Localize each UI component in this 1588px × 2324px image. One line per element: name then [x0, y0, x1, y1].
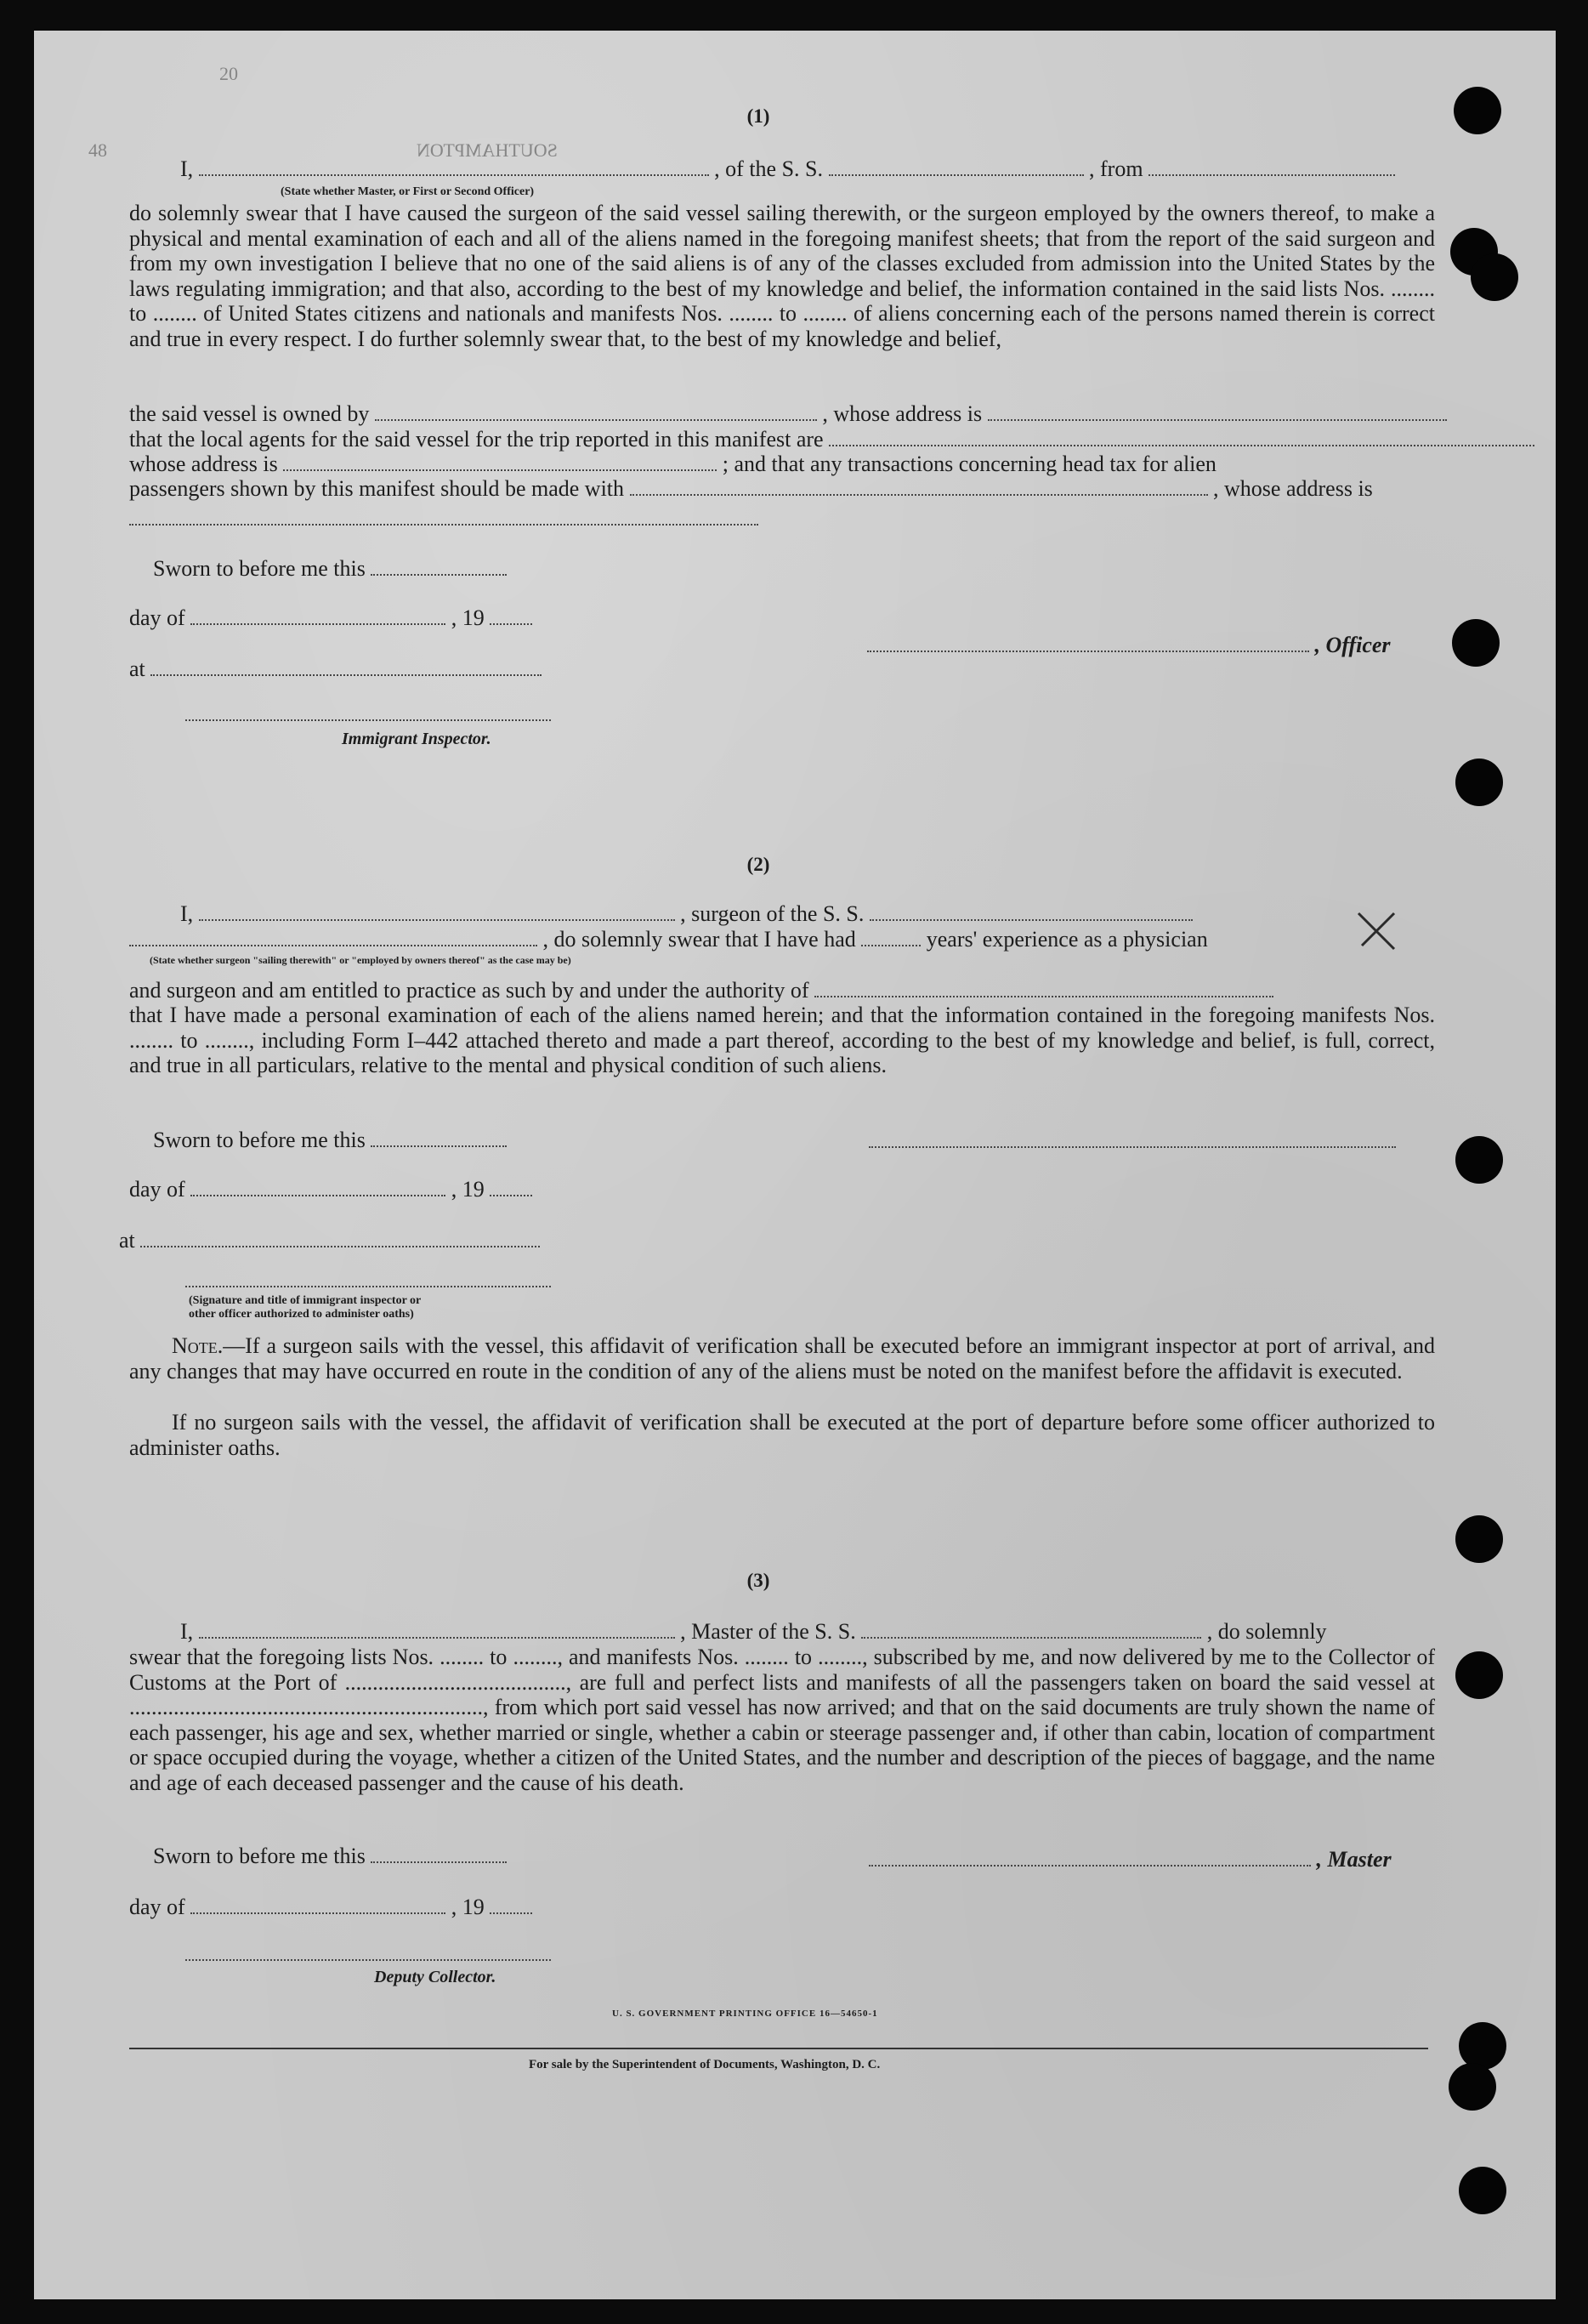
experience-line — [129, 927, 1208, 952]
sworn-label: Sworn to before me this — [153, 1128, 366, 1152]
section-2-opening-line — [180, 901, 1193, 927]
deputy-collector-label: Deputy Collector. — [374, 1968, 496, 1986]
punch-hole — [1455, 1515, 1503, 1563]
punch-hole — [1449, 2063, 1496, 2111]
agents-address-field[interactable] — [283, 452, 717, 471]
surgeon-type-caption: (State whether surgeon "sailing therewith" or "employed by owners thereof" as the case may be) — [150, 954, 571, 966]
manifest-verification-sheet — [34, 31, 1556, 2299]
bleed-through-number: 48 — [88, 139, 107, 161]
owner-field[interactable] — [375, 402, 817, 421]
authority-line — [129, 978, 1273, 1003]
authority-label: and surgeon and am entitled to practice as such by and under the authority of — [129, 978, 809, 1003]
contact-address-field[interactable] — [129, 524, 758, 526]
officer-signature-field[interactable] — [867, 634, 1309, 652]
master-signature-line — [869, 1847, 1392, 1872]
surgeon-signature-field[interactable] — [869, 1146, 1396, 1148]
surgeon-vessel-field[interactable] — [870, 902, 1193, 921]
head-tax-contact-field[interactable] — [630, 477, 1208, 496]
at-label: at — [129, 656, 145, 681]
punch-hole — [1471, 253, 1518, 301]
passengers-line — [129, 476, 1373, 502]
agents-label: that the local agents for the said vessel for the trip reported in this manifest are — [129, 427, 824, 452]
immigrant-inspector-label: Immigrant Inspector. — [342, 730, 491, 748]
punch-hole — [1454, 87, 1501, 134]
at-line-1 — [129, 656, 542, 682]
owned-by-line — [129, 401, 1447, 427]
vessel-name-field[interactable] — [829, 157, 1084, 176]
place-field[interactable] — [140, 1229, 540, 1247]
punch-hole — [1459, 2022, 1506, 2070]
sworn-date-field[interactable] — [371, 1844, 507, 1863]
agents-address-line — [129, 452, 1217, 477]
printing-office-imprint: U. S. GOVERNMENT PRINTING OFFICE 16—54650-1 — [612, 2009, 878, 2019]
master-label: , Master — [1316, 1847, 1392, 1872]
footer-rule — [129, 2048, 1428, 2049]
sworn-label: Sworn to before me this — [153, 556, 366, 581]
signature-caption-1: (Signature and title of immigrant inspector or — [189, 1294, 422, 1307]
month-field[interactable] — [190, 606, 445, 625]
swear-label: , do solemnly swear that I have had — [542, 927, 856, 952]
pen-mark-icon — [1352, 906, 1403, 957]
section-3-opening-line — [180, 1619, 1327, 1645]
year-label: , 19 — [451, 1895, 485, 1919]
rank-caption: (State whether Master, or First or Second Officer) — [281, 185, 535, 198]
head-tax-text: ; and that any transactions concerning head tax for alien — [722, 452, 1217, 476]
master-of-label: , Master of the S. S. — [680, 1619, 856, 1644]
punch-hole — [1452, 619, 1500, 667]
surgeon-type-field[interactable] — [129, 928, 537, 946]
master-name-field[interactable] — [199, 1620, 675, 1639]
day-of-label: day of — [129, 1177, 185, 1202]
year-label: , 19 — [451, 1177, 485, 1202]
section-1-opening-line — [180, 156, 1395, 182]
note-paragraph-2 — [129, 1410, 1435, 1460]
punch-hole — [1455, 1136, 1503, 1184]
section-3-oath-text: swear that the foregoing lists Nos. ........ to ........, and manifests Nos. ........ to ........, subscribed by me, and now delivered by me to the Collector of Customs at the Port of ........................................, are full and perfect lists and manifests of all the passengers taken on board the said vessel at ................................................................, from which port said vessel has now arrived; and that on the said documents are truly shown the name of each passenger, his age and sex, whether married or single, whether a cabin or steerage passenger and, if other than cabin, location of compartment or space occupied during the voyage, whether a citizen of the United States, and the number and description of the pieces of baggage, and the name and age of each deceased passenger and the cause of his death. — [129, 1645, 1435, 1795]
agents-line — [129, 427, 1534, 452]
day-of-label: day of — [129, 605, 185, 630]
agents-address-label: whose address is — [129, 452, 278, 476]
departure-port-field[interactable] — [1148, 157, 1395, 176]
officer-signature-line — [867, 633, 1391, 658]
opening-i: I, — [180, 156, 194, 181]
bleed-through-text: SOUTHAMPTON — [417, 139, 558, 161]
punch-hole — [1455, 759, 1503, 806]
contact-address-label: , whose address is — [1213, 476, 1373, 501]
sworn-line-2 — [153, 1128, 507, 1153]
day-of-label: day of — [129, 1895, 185, 1919]
place-field[interactable] — [150, 657, 542, 676]
inspector-signature-field[interactable] — [185, 719, 551, 721]
year-field[interactable] — [490, 606, 532, 625]
section-3-number: (3) — [746, 1570, 770, 1591]
day-of-line-2 — [129, 1177, 532, 1202]
sworn-date-field[interactable] — [371, 1128, 507, 1147]
of-ss-label: , of the S. S. — [714, 156, 824, 181]
master-signature-field[interactable] — [869, 1848, 1311, 1867]
officer-signature-field[interactable] — [185, 1286, 551, 1287]
sworn-line-1 — [153, 556, 507, 582]
sworn-date-field[interactable] — [371, 557, 507, 576]
year-field[interactable] — [490, 1895, 532, 1914]
years-label: years' experience as a physician — [926, 927, 1208, 952]
punch-hole — [1459, 2167, 1506, 2214]
master-vessel-field[interactable] — [861, 1620, 1201, 1639]
day-of-line-1 — [129, 605, 532, 631]
surgeon-name-field[interactable] — [199, 902, 675, 921]
sworn-label: Sworn to before me this — [153, 1844, 366, 1868]
section-2-oath-text: that I have made a personal examination of each of the aliens named herein; and that the information contained in the foregoing manifests Nos. ........ to ........, including Form I–442 attached thereto and made a part thereof, according to the best of my knowledge and belief, is full, correct, and true in all particulars, relative to the mental and physical condition of such aliens. — [129, 1003, 1435, 1077]
from-label: , from — [1089, 156, 1143, 181]
years-field[interactable] — [861, 928, 921, 946]
note-text-1: —If a surgeon sails with the vessel, this affidavit of verification shall be executed before an immigrant inspector at port of arrival, and any changes that may have occurred en route in the condition of any of the aliens must be noted on the manifest before the affidavit is executed. — [129, 1333, 1435, 1384]
section-2-number: (2) — [746, 854, 770, 875]
passengers-label: passengers shown by this manifest should be made with — [129, 476, 625, 501]
month-field[interactable] — [190, 1178, 445, 1196]
year-label: , 19 — [451, 605, 485, 630]
punch-hole — [1455, 1651, 1503, 1699]
officer-rank-field[interactable] — [199, 157, 709, 176]
do-solemnly-label: , do solemnly — [1206, 1619, 1327, 1644]
authority-field[interactable] — [814, 979, 1273, 997]
section-1-number: (1) — [746, 105, 770, 127]
sale-notice: For sale by the Superintendent of Documents, Washington, D. C. — [529, 2058, 881, 2071]
deputy-signature-field[interactable] — [185, 1959, 551, 1961]
note-paragraph-1 — [129, 1333, 1435, 1384]
year-field[interactable] — [490, 1178, 532, 1196]
section-1-oath-text: do solemnly swear that I have caused the surgeon of the said vessel sailing therewith, or the surgeon employed by the owners thereof, to make a physical and mental examination of each and all of the aliens named in the foregoing manifest sheets; that from the report of the said surgeon and from my own investigation I believe that no one of the said aliens is of any of the classes excluded from admission into the United States by the laws regulating immigration; and that also, according to the best of my knowledge and belief, the information contained in the said lists Nos. ........ to ........ of United States citizens and nationals and manifests Nos. ........ to ........ of aliens concerning each of the persons named therein is correct and true in every respect. I do further solemnly swear that, to the best of my knowledge and belief, — [129, 201, 1435, 351]
at-label: at — [119, 1228, 135, 1253]
signature-caption-2: other officer authorized to administer oaths) — [189, 1308, 414, 1321]
owner-address-field[interactable] — [988, 402, 1447, 421]
owned-by-label: the said vessel is owned by — [129, 401, 370, 426]
note-text-2: If no surgeon sails with the vessel, the affidavit of verification shall be executed at the port of departure before some officer authorized to administer oaths. — [129, 1410, 1435, 1460]
agents-field[interactable] — [829, 428, 1534, 446]
sworn-line-3 — [153, 1844, 507, 1869]
day-of-line-3 — [129, 1895, 532, 1920]
opening-i: I, — [180, 1619, 194, 1644]
bleed-through-number: 20 — [219, 63, 238, 84]
month-field[interactable] — [190, 1895, 445, 1914]
note-label: Note. — [172, 1333, 224, 1358]
officer-label: , Officer — [1314, 633, 1391, 657]
at-line-2 — [119, 1228, 540, 1253]
owner-address-label: , whose address is — [822, 401, 983, 426]
opening-i: I, — [180, 901, 194, 926]
surgeon-of-label: , surgeon of the S. S. — [680, 901, 865, 926]
